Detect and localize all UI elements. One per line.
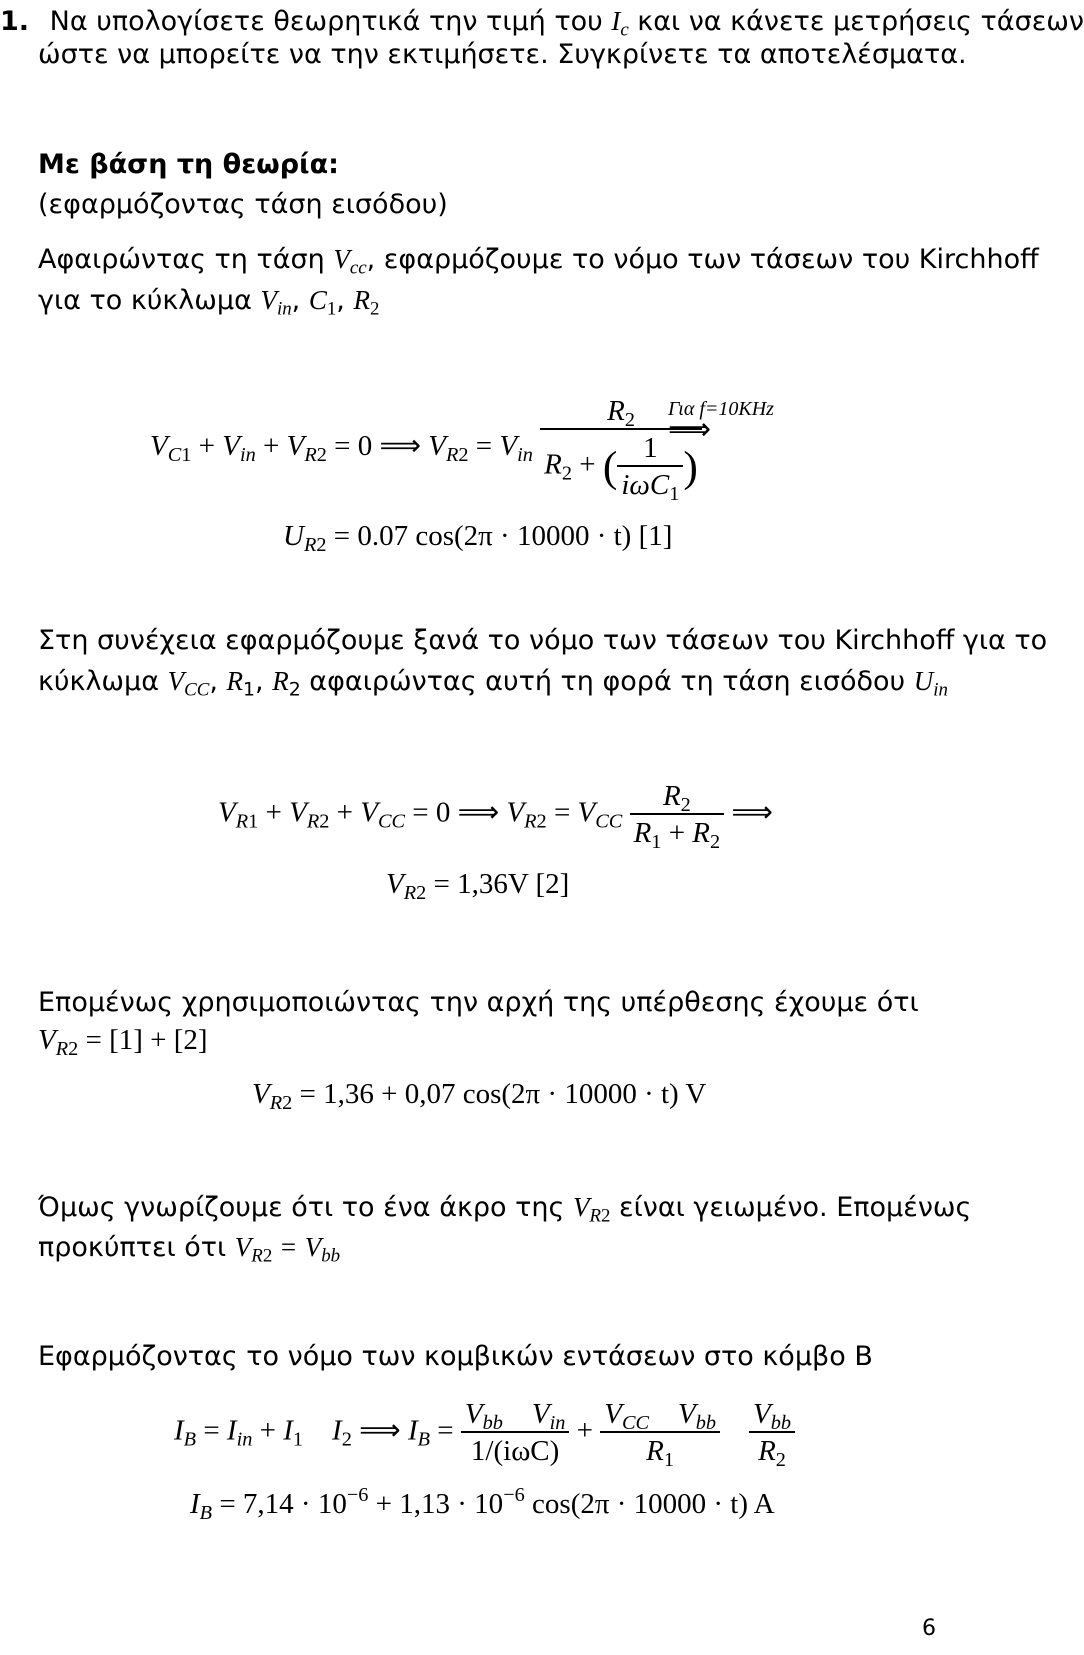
equation-ur2-result: $U_{R2} = 0.07$ cos(2π · 10000 · t) [1]: [283, 520, 673, 557]
paragraph-1: Αφαιρώντας τη τάση $V_{cc}$, εφαρμόζουμε το νόμο των τάσεων του Kirchhoff: [38, 244, 1039, 279]
equation-kcl: $I_B = I_{in} + I_1$ $I_2$ ⟹ $I_B$ = $\frac{V_{bb} V_{in}}{\text{1/(iωC)}}$ + $\frac{V_{CC} V_{bb}}{R_1}$ $\frac{V_{bb}}{R_2}$: [174, 1398, 795, 1468]
paragraph-2: Στη συνέχεια εφαρμόζουμε ξανά το νόμο των τάσεων του Kirchhoff για το: [38, 625, 1048, 656]
problem-number: 1.: [0, 6, 30, 37]
long-arrow: ⟹: [668, 412, 712, 447]
equation-kvl-input: $V_{C1} + V_{in} + V_{R2} = 0$ ⟹ $V_{R2} = V_{in}$ $R_2$ $R_2$ + ( $\frac{1}{i\omega C_1}$ ): [150, 395, 702, 502]
problem-statement: [0, 4, 1084, 39]
frequency-label: Για f=10KHz: [668, 398, 774, 420]
ic-variable: $I_c$: [611, 6, 629, 41]
problem-line1-b: και να κάνετε μετρήσεις τάσεων: [628, 6, 1084, 37]
problem-line1-a: Να υπολογίσετε θεωρητικά την τιμή του: [49, 6, 612, 37]
fraction-r2-over-impedance: $R_2$ $R_2$ + ( $\frac{1}{i\omega C_1}$ ): [540, 395, 702, 502]
theory-note: (εφαρμόζοντας τάση εισόδου): [38, 189, 448, 220]
paragraph-5: Εφαρμόζοντας το νόμο των κομβικών εντάσεων στο κόμβο B: [38, 1341, 873, 1372]
problem-line2: ώστε να μπορείτε να την εκτιμήσετε. Συγκρίνετε τα αποτελέσματα.: [38, 39, 967, 70]
paragraph-4: Όμως γνωρίζουμε ότι το ένα άκρο της $V_{R2}$ είναι γειωμένο. Επομένως: [38, 1192, 972, 1227]
paragraph-4-line2: προκύπτει ότι $V_{R2} = V_{bb}$: [38, 1232, 341, 1267]
page-number: 6: [922, 1616, 936, 1641]
fraction-voltage-divider: $\frac{R_2}{R_1 + R_2}$: [630, 780, 725, 850]
fraction-r2-current: $\frac{V_{bb}}{R_2}$: [749, 1398, 795, 1468]
superposition-statement: $V_{R2} = [1] + [2]$: [38, 1024, 208, 1061]
equation-vr2-total: $V_{R2} = 1,36 + 0,07$ cos(2π · 10000 · t) V: [252, 1078, 707, 1115]
fraction-input-current: $\frac{V_{bb} V_{in}}{\text{1/(iωC)}}$: [461, 1398, 570, 1468]
equation-kvl-vcc: $V_{R1} + V_{R2} + V_{CC} = 0$ ⟹ $V_{R2} = V_{CC}$ $\frac{R_2}{R_1 + R_2}$ ⟹: [218, 780, 773, 854]
paragraph-2-line2: κύκλωμα $V_{CC}$, $R_1$, $R_2$ αφαιρώντας αυτή τη φορά τη τάση εισόδου $U_{in}$: [38, 666, 948, 701]
equation-ib-result: $I_B = 7,14 \cdot 10^{-6} + 1,13 \cdot 10^{-6}$ cos(2π · 10000 · t) A: [190, 1483, 775, 1525]
fraction-r1-current: $\frac{V_{CC} V_{bb}}{R_1}$: [600, 1398, 720, 1468]
theory-heading: Με βάση τη θεωρία:: [38, 149, 339, 180]
paragraph-1-line2: για το κύκλωμα $V_{in}$, $C_1$, $R_2$: [38, 285, 380, 320]
paragraph-3: Επομένως χρησιμοποιώντας την αρχή της υπέρθεσης έχουμε ότι: [38, 987, 919, 1018]
equation-vr2-dc: $V_{R2} = 1,36V$ [2]: [386, 868, 570, 905]
